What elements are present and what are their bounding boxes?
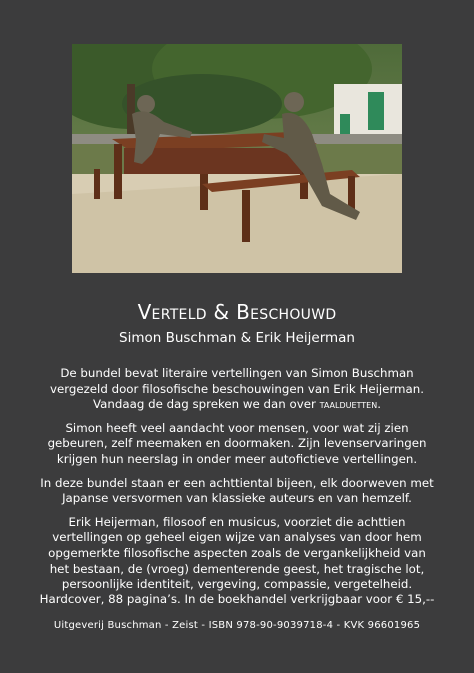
paragraph-erik: Erik Heijerman, filosoof en musicus, voorziet die achttien vertellingen op geheel eigen wijze van analyses van door hem opgemerkte filosofische aspecten zoals de vergankelijkheid van het bestaan, de (vroeg) dementerende geest, het tragische lot, persoonlijke identiteit, vergeving, compassie, vergetelheid.	[48, 514, 426, 592]
paragraph-simon: Simon heeft veel aandacht voor mensen, voor wat zij zien gebeuren, zelf meemaken en doormaken. Zijn levenservaringen krijgen hun neerslag in onder meer autofictieve vertellingen.	[47, 420, 427, 466]
paragraph-collection: In deze bundel staan er een achttiental bijeen, elk doorweven met Japanse versvormen van klassieke auteurs en van hemzelf.	[40, 475, 434, 506]
description	[40, 366, 434, 601]
cover-photo	[72, 44, 402, 273]
publisher-line: Uitgeverij Buschman - Zeist - ISBN 978-90-9039718-4 - KVK 96601965	[53, 620, 421, 631]
book-title: Verteld & Beschouwd	[137, 300, 337, 324]
price-line: Hardcover, 88 pagina’s. In de boekhandel verkrijgbaar voor € 15,--	[39, 592, 435, 606]
paragraph-intro: De bundel bevat literaire vertellingen van Simon Buschman vergezeld door filosofische beschouwingen van Erik Heijerman. Vandaag de dag spreken we dan over taalduetten.	[49, 366, 424, 412]
book-authors: Simon Buschman & Erik Heijerman	[119, 330, 355, 346]
taalduetten-term: taalduetten	[319, 398, 378, 412]
